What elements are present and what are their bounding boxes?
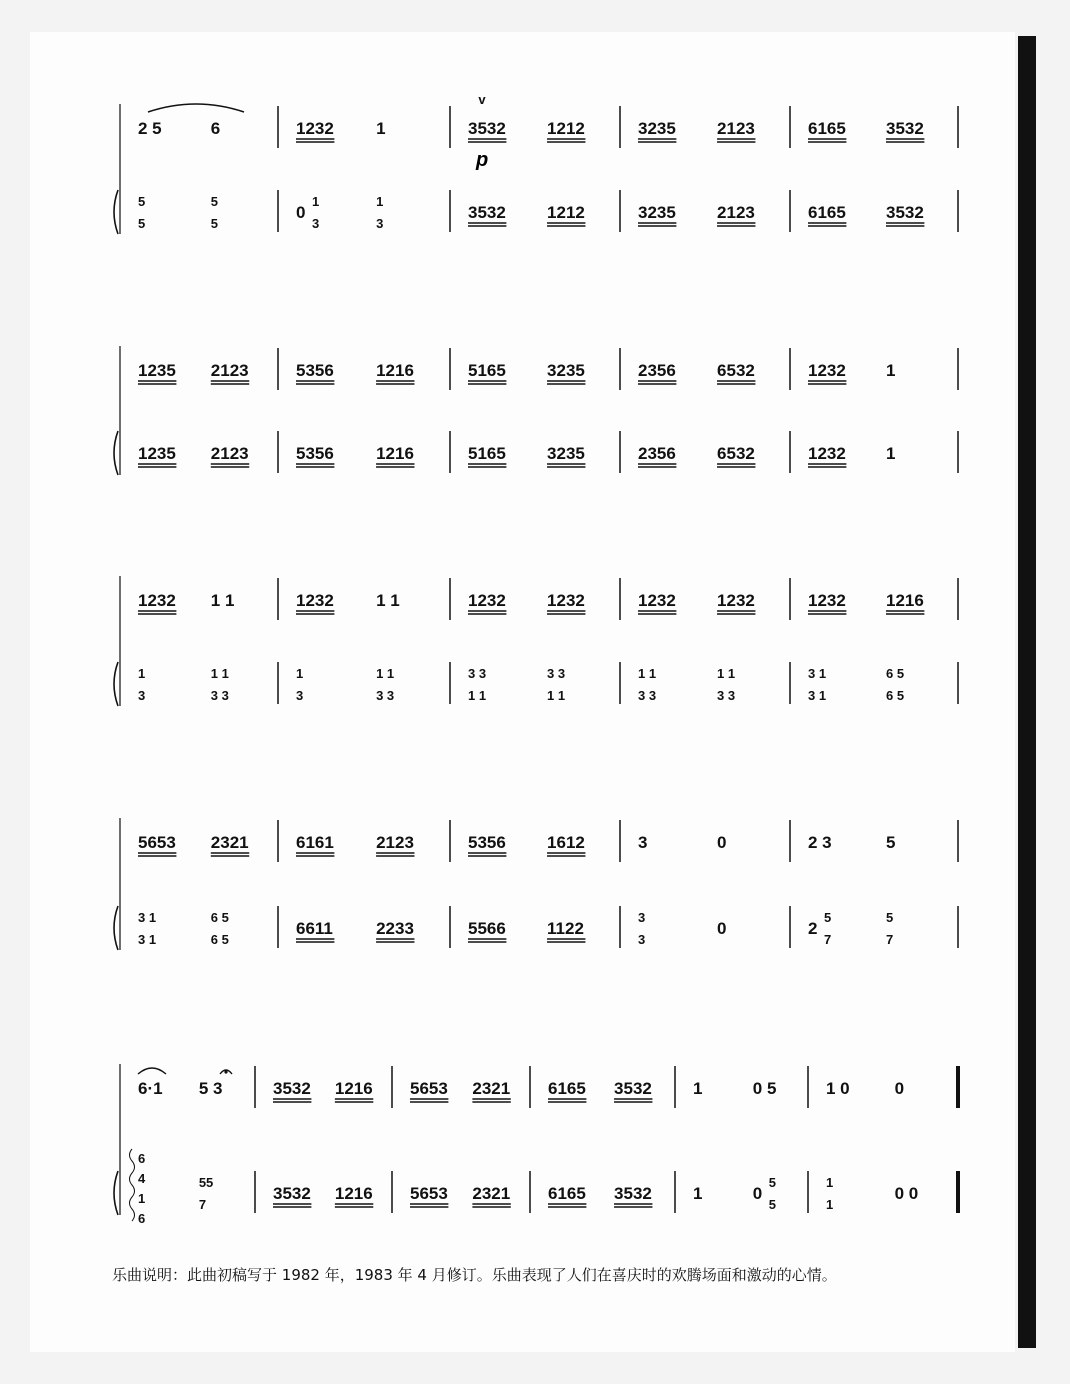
chord-note: 4 xyxy=(138,1171,146,1186)
stacked-note-bottom: 7 xyxy=(886,932,894,947)
system-brace xyxy=(114,431,118,475)
jianpu-note: 5356 xyxy=(296,361,334,380)
stacked-note-top: 1 xyxy=(138,666,146,681)
jianpu-note: 2123 xyxy=(717,203,755,222)
jianpu-note: 6165 xyxy=(548,1079,586,1098)
stacked-note-top: 5 xyxy=(210,194,219,209)
jianpu-note: 2321 xyxy=(472,1079,511,1098)
jianpu-note: 2 5 xyxy=(138,119,162,138)
arpeggio-mark xyxy=(130,1149,135,1221)
stacked-note-bottom: 6 5 xyxy=(886,688,905,703)
jianpu-note: 1 xyxy=(886,361,896,380)
jianpu-note: 1212 xyxy=(547,203,585,222)
chord-note: 6 xyxy=(138,1211,146,1226)
accent-mark: v xyxy=(478,92,486,107)
jianpu-note: 1232 xyxy=(296,119,334,138)
system-brace xyxy=(114,190,118,234)
jianpu-note: 3532 xyxy=(468,119,506,138)
jianpu-note: 3532 xyxy=(886,119,924,138)
jianpu-note: 3532 xyxy=(886,203,924,222)
jianpu-note: 1232 xyxy=(808,444,846,463)
slur-mark xyxy=(148,104,244,112)
jianpu-note: 1 xyxy=(693,1079,703,1098)
jianpu-note: 2356 xyxy=(638,361,676,380)
stacked-note-bottom: 3 xyxy=(312,216,320,231)
jianpu-note: 3532 xyxy=(273,1079,311,1098)
stacked-note-top: 3 1 xyxy=(808,666,827,681)
jianpu-note: 3235 xyxy=(547,361,585,380)
stacked-note-top: 3 xyxy=(638,910,646,925)
jianpu-note: 1235 xyxy=(138,444,176,463)
stacked-note-top: 1 1 xyxy=(638,666,657,681)
stacked-note-top: 5 xyxy=(886,910,894,925)
jianpu-note: 1 1 xyxy=(376,591,400,610)
jianpu-note: 2321 xyxy=(210,833,249,852)
stacked-note-bottom: 3 1 xyxy=(808,688,827,703)
jianpu-note: 2123 xyxy=(210,361,249,380)
stacked-note-bottom: 3 3 xyxy=(638,688,657,703)
jianpu-note: 0 xyxy=(717,919,727,938)
jianpu-note: 1232 xyxy=(808,361,846,380)
stacked-note-bottom: 1 1 xyxy=(547,688,566,703)
jianpu-note: 5 xyxy=(886,833,896,852)
jianpu-note: 5165 xyxy=(468,361,506,380)
jianpu-note: 6165 xyxy=(548,1184,586,1203)
jianpu-note: 0 xyxy=(717,833,727,852)
system-brace xyxy=(114,662,118,706)
jianpu-note: 5165 xyxy=(468,444,506,463)
stacked-note-bottom: 3 3 xyxy=(717,688,736,703)
jianpu-note: 2233 xyxy=(376,919,414,938)
stacked-note-bottom: 3 3 xyxy=(210,688,229,703)
jianpu-note: 1232 xyxy=(717,591,755,610)
stacked-note-bottom: 1 1 xyxy=(468,688,487,703)
jianpu-note: 0 xyxy=(894,1079,905,1098)
jianpu-note: 2123 xyxy=(210,444,249,463)
jianpu-note: 2 xyxy=(808,919,818,938)
stacked-note-bottom: 3 1 xyxy=(138,932,157,947)
jianpu-note: 0 0 xyxy=(894,1184,919,1203)
jianpu-note: 3532 xyxy=(273,1184,311,1203)
jianpu-note: 1 0 xyxy=(826,1079,850,1098)
jianpu-note: 1216 xyxy=(886,591,924,610)
stacked-note-top: 6 5 xyxy=(886,666,905,681)
jianpu-note: 3532 xyxy=(468,203,506,222)
jianpu-note: 5566 xyxy=(468,919,506,938)
jianpu-note: 6 xyxy=(210,119,221,138)
stacked-note-bottom: 7 xyxy=(198,1197,207,1212)
jianpu-note: 1232 xyxy=(468,591,506,610)
stacked-note-top: 5 xyxy=(138,194,146,209)
jianpu-note: 0 5 xyxy=(752,1079,777,1098)
jianpu-note: 5653 xyxy=(410,1184,448,1203)
piece-description: 乐曲说明：此曲初稿写于 1982 年，1983 年 4 月修订。乐曲表现了人们在喜庆时的欢腾场面和激动的心情。 xyxy=(112,1266,837,1284)
jianpu-note: 6·1 xyxy=(138,1079,163,1098)
jianpu-note: 2356 xyxy=(638,444,676,463)
jianpu-note: 6165 xyxy=(808,203,846,222)
jianpu-note: 1235 xyxy=(138,361,176,380)
stacked-note-top: 1 1 xyxy=(210,666,229,681)
jianpu-note: 5653 xyxy=(138,833,176,852)
jianpu-note: 2 3 xyxy=(808,833,832,852)
jianpu-note: 5356 xyxy=(296,444,334,463)
jianpu-note: 2123 xyxy=(376,833,414,852)
stacked-note-top: 5 xyxy=(768,1175,777,1190)
jianpu-note: 1612 xyxy=(547,833,585,852)
stacked-note-bottom: 6 5 xyxy=(210,932,229,947)
jianpu-note: 3532 xyxy=(614,1079,652,1098)
stacked-note-top: 1 1 xyxy=(717,666,736,681)
jianpu-note: 1232 xyxy=(138,591,176,610)
stacked-note-top: 1 xyxy=(296,666,304,681)
jianpu-note: 1232 xyxy=(296,591,334,610)
jianpu-note: 5356 xyxy=(468,833,506,852)
stacked-note-top: 3 1 xyxy=(138,910,157,925)
jianpu-note: 6165 xyxy=(808,119,846,138)
stacked-note-top: 55 xyxy=(198,1175,214,1190)
jianpu-note: 6611 xyxy=(296,919,333,938)
jianpu-note: 1232 xyxy=(547,591,585,610)
system-brace xyxy=(114,906,118,950)
jianpu-note: 0 xyxy=(752,1184,763,1203)
stacked-note-bottom: 3 xyxy=(638,932,646,947)
jianpu-note: 3235 xyxy=(638,119,676,138)
stacked-note-top: 3 3 xyxy=(547,666,566,681)
jianpu-note: 3532 xyxy=(614,1184,652,1203)
jianpu-note: 5 3 xyxy=(198,1079,223,1098)
jianpu-note: 1 xyxy=(886,444,896,463)
jianpu-note: 3235 xyxy=(638,203,676,222)
stacked-note-top: 1 xyxy=(312,194,320,209)
stacked-note-bottom: 3 3 xyxy=(376,688,395,703)
jianpu-note: 1 xyxy=(693,1184,703,1203)
jianpu-note: 1232 xyxy=(808,591,846,610)
stacked-note-bottom: 5 xyxy=(768,1197,777,1212)
jianpu-note: 1216 xyxy=(334,1184,373,1203)
jianpu-note: 1216 xyxy=(334,1079,373,1098)
jianpu-note: 6532 xyxy=(717,361,755,380)
jianpu-note: 1216 xyxy=(376,361,414,380)
stacked-note-top: 6 5 xyxy=(210,910,229,925)
system-brace xyxy=(114,1171,118,1215)
jianpu-note: 2321 xyxy=(472,1184,511,1203)
jianpu-note: 1232 xyxy=(638,591,676,610)
stacked-note-top: 5 xyxy=(824,910,832,925)
chord-note: 6 xyxy=(138,1151,146,1166)
stacked-note-bottom: 7 xyxy=(824,932,832,947)
stacked-note-bottom: 5 xyxy=(210,216,219,231)
jianpu-note: 6161 xyxy=(296,833,334,852)
jianpu-note: 1216 xyxy=(376,444,414,463)
stacked-note-top: 1 xyxy=(376,194,384,209)
stacked-note-top: 1 xyxy=(826,1175,834,1190)
stacked-note-bottom: 3 xyxy=(376,216,384,231)
jianpu-note: 1212 xyxy=(547,119,585,138)
jianpu-note: 2123 xyxy=(717,119,755,138)
stacked-note-top: 1 1 xyxy=(376,666,395,681)
stacked-note-bottom: 3 xyxy=(138,688,146,703)
stacked-note-bottom: 5 xyxy=(138,216,146,231)
jianpu-note: 6532 xyxy=(717,444,755,463)
dynamic-mark: p xyxy=(476,149,489,171)
stacked-note-bottom: 3 xyxy=(296,688,304,703)
jianpu-note: 5653 xyxy=(410,1079,448,1098)
jianpu-note: 1 xyxy=(376,119,386,138)
stacked-note-top: 3 3 xyxy=(468,666,487,681)
jianpu-note: 3 xyxy=(638,833,648,852)
jianpu-note: 1 1 xyxy=(210,591,235,610)
stacked-note-bottom: 1 xyxy=(826,1197,834,1212)
fermata-dot xyxy=(224,1070,227,1073)
jianpu-note: 1122 xyxy=(547,919,584,938)
slur-mark xyxy=(138,1068,166,1074)
chord-note: 1 xyxy=(138,1191,146,1206)
jianpu-note: 0 xyxy=(296,203,306,222)
jianpu-note: 3235 xyxy=(547,444,585,463)
